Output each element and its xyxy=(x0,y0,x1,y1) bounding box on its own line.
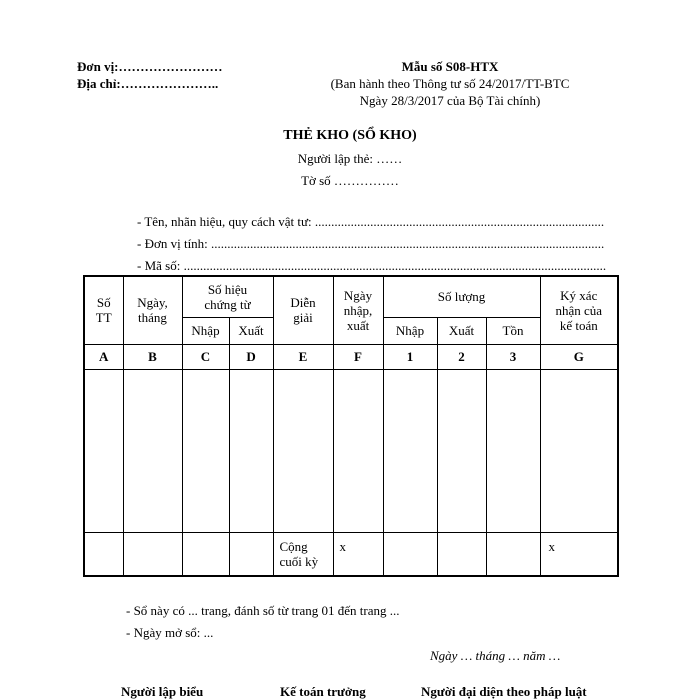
label-c: C xyxy=(182,344,229,369)
header-qty-in: Nhập xyxy=(383,317,437,344)
label-2: 2 xyxy=(437,344,486,369)
pages-note: - Sổ này có ... trang, đánh số từ trang 01 đến trang ... xyxy=(126,603,400,618)
open-date-note: - Ngày mở sổ: ... xyxy=(126,625,214,640)
field-unit: - Đơn vị tính: ......................................................................................................................... xyxy=(137,236,605,251)
total-qty-out[interactable] xyxy=(437,532,486,576)
total-qty-in[interactable] xyxy=(383,532,437,576)
body-cell[interactable] xyxy=(182,369,229,532)
sign-legal-representative: Người đại diện theo pháp luật xyxy=(421,684,587,699)
form-code: Mẫu số S08-HTX xyxy=(401,59,499,74)
label-d: D xyxy=(229,344,273,369)
label-a: A xyxy=(84,344,123,369)
unit-label: Đơn vị: xyxy=(77,59,119,74)
total-empty-cell xyxy=(229,532,273,576)
header-qty-balance: Tồn xyxy=(486,317,540,344)
body-cell[interactable] xyxy=(123,369,182,532)
body-cell[interactable] xyxy=(84,369,123,532)
total-row xyxy=(84,532,618,576)
address-label: Địa chỉ: xyxy=(77,76,121,91)
sheet-number-line: Tờ số …………… xyxy=(301,173,399,188)
body-cell[interactable] xyxy=(273,369,333,532)
body-cell[interactable] xyxy=(333,369,383,532)
header-description: Diễn giải xyxy=(273,276,333,344)
body-cell[interactable] xyxy=(540,369,618,532)
body-cell[interactable] xyxy=(383,369,437,532)
total-label: Cộng cuối kỳ xyxy=(273,532,333,576)
total-qty-balance[interactable] xyxy=(486,532,540,576)
label-b: B xyxy=(123,344,182,369)
sign-preparer: Người lập biểu xyxy=(121,684,204,699)
label-f: F xyxy=(333,344,383,369)
field-code: - Mã số: .................................................................................................................................. xyxy=(137,258,607,273)
issued-date: Ngày 28/3/2017 của Bộ Tài chính) xyxy=(359,93,541,108)
document-title: THẺ KHO (SỔ KHO) xyxy=(283,128,417,143)
header-doc-group: Số hiệu chứng từ xyxy=(182,276,273,317)
field-item-name: - Tên, nhãn hiệu, quy cách vật tư: ......................................................................................... xyxy=(137,214,605,229)
label-e: E xyxy=(273,344,333,369)
address-line xyxy=(77,76,218,92)
total-empty-cell xyxy=(123,532,182,576)
issued-by: (Ban hành theo Thông tư số 24/2017/TT-BTC xyxy=(330,76,570,91)
unit-line xyxy=(77,59,223,75)
total-mark-g: x xyxy=(540,532,618,576)
header-date: Ngày, tháng xyxy=(123,276,182,344)
total-mark-f: x xyxy=(333,532,383,576)
header-confirm: Ký xác nhận của kế toán xyxy=(540,276,618,344)
body-cell[interactable] xyxy=(229,369,273,532)
sign-chief-accountant: Kế toán trưởng xyxy=(280,684,366,699)
header-inout-date: Ngày nhập, xuất xyxy=(333,276,383,344)
header-stt: Số TT xyxy=(84,276,123,344)
label-g: G xyxy=(540,344,618,369)
label-3: 3 xyxy=(486,344,540,369)
total-empty-cell xyxy=(84,532,123,576)
header-qty-out: Xuất xyxy=(437,317,486,344)
header-doc-in: Nhập xyxy=(182,317,229,344)
body-cell[interactable] xyxy=(486,369,540,532)
address-dots: ………………….. xyxy=(120,76,219,91)
table-row xyxy=(84,369,618,532)
label-1: 1 xyxy=(383,344,437,369)
total-empty-cell xyxy=(182,532,229,576)
preparer-line: Người lập thẻ: …… xyxy=(297,151,403,166)
signing-date-line: Ngày … tháng … năm … xyxy=(430,648,561,663)
body-cell[interactable] xyxy=(437,369,486,532)
unit-dots: …………………… xyxy=(118,59,223,74)
stock-card-table xyxy=(83,275,619,577)
header-qty-group: Số lượng xyxy=(383,276,540,317)
header-doc-out: Xuất xyxy=(229,317,273,344)
